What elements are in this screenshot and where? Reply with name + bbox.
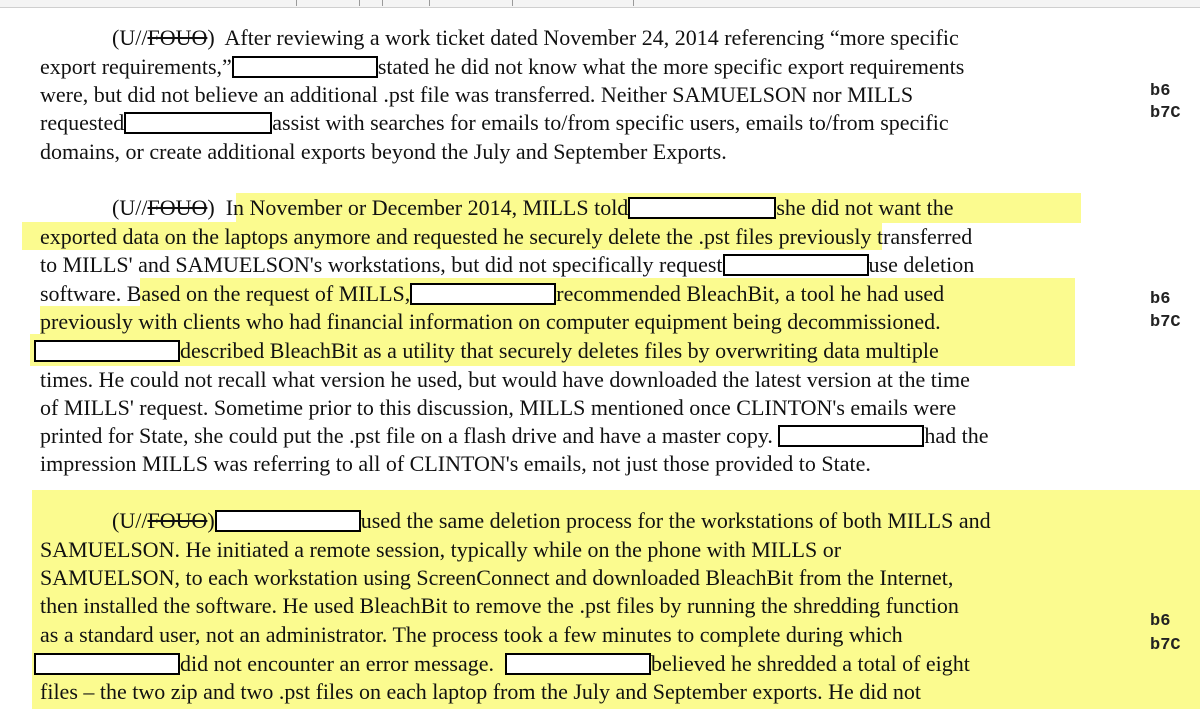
para3-line4: then installed the software. He used BleachBit to remove the .pst files by running the shredding function [40, 593, 959, 618]
para2-line2: exported data on the laptops anymore and requested he securely delete the .pst files previously transferred [40, 224, 973, 249]
para3-line2: SAMUELSON. He initiated a remote session, typically while on the phone with MILLS or [40, 537, 842, 562]
para2-line9: printed for State, she could put the .pst file on a flash drive and have a master copy. had the [40, 423, 989, 448]
para2-line10: impression MILLS was referring to all of CLINTON's emails, not just those provided to State. [40, 451, 871, 476]
para2-line4: software. Based on the request of MILLS, recommended BleachBit, a tool he had used [40, 281, 945, 306]
para1-line5: domains, or create additional exports beyond the July and September Exports. [40, 139, 727, 164]
para3-line7: files – the two zip and two .pst files on each laptop from the July and September exports. He did not [40, 679, 922, 704]
exemption-code-b6: b6 [1150, 82, 1171, 101]
para3-line1: (U//FOUO) used the same deletion process for the workstations of both MILLS and [112, 508, 991, 533]
redaction-box [215, 510, 361, 532]
para2-line8: of MILLS' request. Sometime prior to this discussion, MILLS mentioned once CLINTON's emails were [40, 395, 957, 420]
redaction-box [628, 197, 776, 219]
para1-line3: were, but did not believe an additional .pst file was transferred. Neither SAMUELSON nor MILLS [40, 82, 914, 107]
exemption-code-b6: b6 [1150, 612, 1171, 631]
para3-line5: as a standard user, not an administrator. The process took a few minutes to complete during which [40, 622, 903, 647]
exemption-code-b7c: b7C [1150, 636, 1181, 655]
redaction-box [34, 653, 180, 675]
exemption-code-b6: b6 [1150, 290, 1171, 309]
redaction-box [410, 283, 556, 305]
para1-line1: (U//FOUO) After reviewing a work ticket dated November 24, 2014 referencing “more specific [112, 25, 959, 50]
para3-line3: SAMUELSON, to each workstation using ScreenConnect and downloaded BleachBit from the Internet, [40, 565, 954, 590]
redaction-box [723, 254, 869, 276]
para2-line5: previously with clients who had financial information on computer equipment being decommissioned. [40, 309, 941, 334]
para2-line6: described BleachBit as a utility that securely deletes files by overwriting data multiple [34, 337, 939, 365]
para1-line4: requested assist with searches for emails to/from specific users, emails to/from specific [40, 110, 949, 135]
para2-line1: (U//FOUO) In November or December 2014, MILLS told she did not want the [112, 195, 954, 220]
para2-line3: to MILLS' and SAMUELSON's workstations, but did not specifically request use deletion [40, 252, 975, 277]
exemption-code-b7c: b7C [1150, 313, 1181, 332]
exemption-code-b7c: b7C [1150, 104, 1181, 123]
redaction-box [778, 425, 924, 447]
redaction-box [505, 653, 651, 675]
redaction-box [34, 340, 180, 362]
para2-line7: times. He could not recall what version he used, but would have downloaded the latest version at the time [40, 367, 970, 392]
redaction-box [232, 56, 378, 78]
para3-line6: did not encounter an error message. believed he shredded a total of eight [34, 650, 970, 678]
para1-line2: export requirements,” stated he did not know what the more specific export requirements [40, 54, 965, 79]
redaction-box [124, 112, 272, 134]
